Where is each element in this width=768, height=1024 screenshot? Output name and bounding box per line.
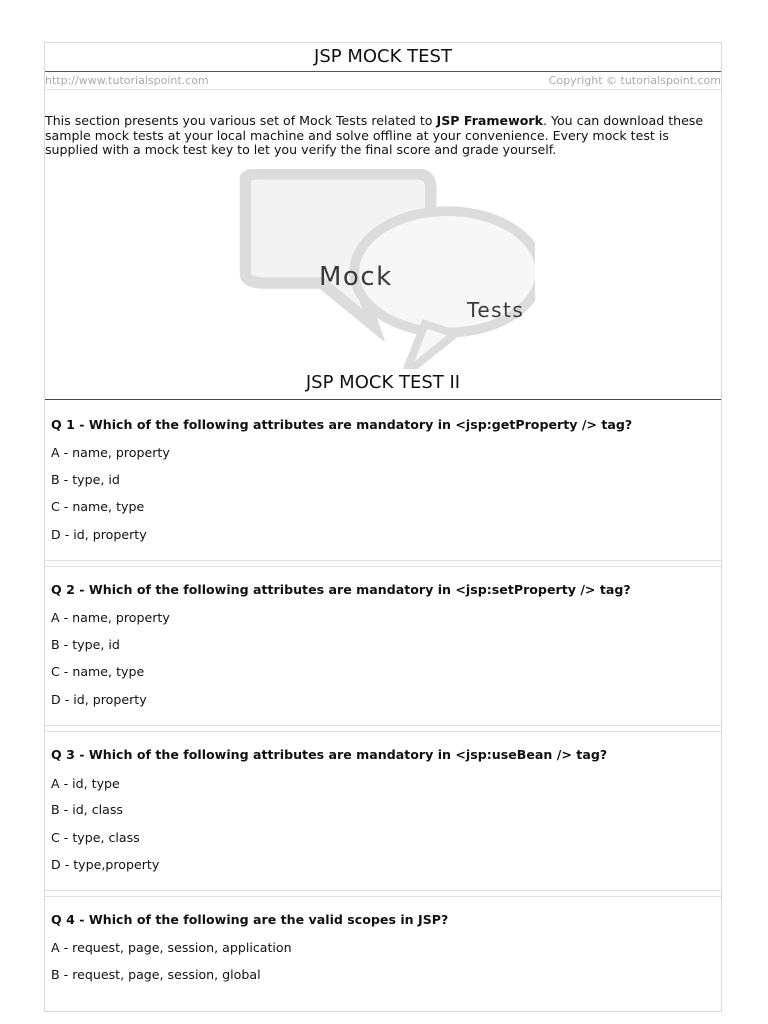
question-2-option-d: D - id, property <box>51 692 147 707</box>
question-1-option-d: D - id, property <box>51 527 147 542</box>
intro-text-bold: JSP Framework <box>436 113 543 128</box>
test-subtitle: JSP MOCK TEST II <box>305 372 461 393</box>
mock-tests-logo <box>235 169 535 369</box>
question-1-option-b: B - type, id <box>51 472 120 487</box>
document-page <box>44 42 722 1012</box>
question-divider <box>45 725 721 726</box>
question-3-option-a: A - id, type <box>51 776 120 791</box>
question-divider <box>45 731 721 732</box>
question-2-option-b: B - type, id <box>51 637 120 652</box>
question-divider <box>45 890 721 891</box>
header-divider <box>45 89 721 90</box>
question-2-option-c: C - name, type <box>51 664 145 679</box>
question-1-option-a: A - name, property <box>51 445 170 460</box>
subtitle-divider <box>45 399 721 400</box>
question-1-option-c: C - name, type <box>51 499 145 514</box>
question-3-text: Q 3 - Which of the following attributes are mandatory in <jsp:useBean /> tag? <box>51 747 608 762</box>
intro-paragraph <box>45 114 721 158</box>
question-divider <box>45 566 721 567</box>
copyright-notice: Copyright © tutorialspoint.com <box>548 74 721 87</box>
question-3-option-b: B - id, class <box>51 802 123 817</box>
intro-text-after: . You can download these sample mock tests at your local machine and solve offline at your convenience. Every mock test is supplied with a mock test key to let you verify the final score and grade yourself. <box>45 113 704 157</box>
question-2-text: Q 2 - Which of the following attributes are mandatory in <jsp:setProperty /> tag? <box>51 582 631 597</box>
site-url[interactable]: http://www.tutorialspoint.com <box>45 74 209 87</box>
question-3-option-c: C - type, class <box>51 830 140 845</box>
logo-word-mock: Mock <box>319 262 393 292</box>
intro-text-before: This section presents you various set of Mock Tests related to <box>45 113 437 128</box>
question-4-option-b: B - request, page, session, global <box>51 967 261 982</box>
question-divider <box>45 560 721 561</box>
logo-word-tests: Tests <box>467 298 525 322</box>
question-divider <box>45 896 721 897</box>
question-1-text: Q 1 - Which of the following attributes are mandatory in <jsp:getProperty /> tag? <box>51 417 633 432</box>
question-3-option-d: D - type,property <box>51 857 160 872</box>
page-title: JSP MOCK TEST <box>314 46 452 67</box>
title-divider <box>45 71 721 72</box>
question-4-option-a: A - request, page, session, application <box>51 940 292 955</box>
question-4-text: Q 4 - Which of the following are the valid scopes in JSP? <box>51 912 449 927</box>
question-2-option-a: A - name, property <box>51 610 170 625</box>
